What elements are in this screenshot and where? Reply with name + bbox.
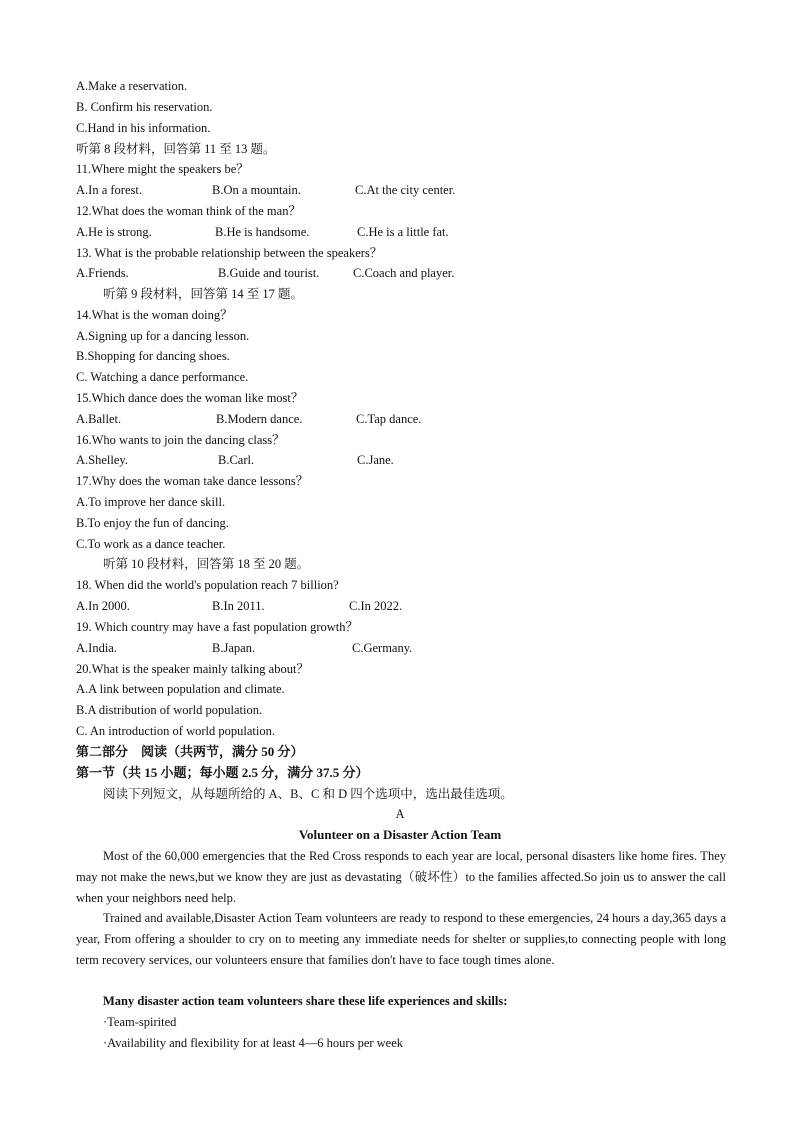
option-c: C.Germany. [352,641,413,655]
skill-item: ·Availability and flexibility for at least 4—6 hours per week [103,1036,404,1050]
option-b: B.On a mountain. [212,183,301,197]
option-a: A.Friends. [76,266,129,280]
option-a: A.Shelley. [76,453,128,467]
section-instruction: 听第 10 段材料，回答第 18 至 20 题。 [103,557,310,571]
section-instruction: 听第 9 段材料，回答第 14 至 17 题。 [103,287,304,301]
option-a: A.He is strong. [76,225,152,239]
option-b: B.Carl. [218,453,255,467]
option-b: B.In 2011. [212,599,265,613]
question-12: 12.What does the woman think of the man？ [76,204,301,218]
question-11: 11.Where might the speakers be？ [76,162,249,176]
option-a: A.India. [76,641,117,655]
option-c: C.To work as a dance teacher. [76,537,226,551]
part-heading: 第二部分 阅读（共两节，满分 50 分） [76,744,304,759]
question-18: 18. When did the world's population reach 7 billion? [76,578,339,592]
section-instruction: 听第 8 段材料，回答第 11 至 13 题。 [76,142,276,156]
option-c: C.Coach and player. [353,266,455,280]
passage-title: Volunteer on a Disaster Action Team [298,827,502,842]
option-a: A.In a forest. [76,183,142,197]
skill-item: ·Team-spirited [103,1015,177,1029]
option-b: B.Japan. [212,641,256,655]
option-b: B.A distribution of world population. [76,703,263,717]
option-b: B.To enjoy the fun of dancing. [76,516,229,530]
reading-instruction: 阅读下列短文，从每题所给的 A、B、C 和 D 四个选项中，选出最佳选项。 [103,787,513,801]
option-a: A.Signing up for a dancing lesson. [76,329,250,343]
option-c: C.He is a little fat. [357,225,449,239]
question-17: 17.Why does the woman take dance lessons？ [76,474,309,488]
question-14: 14.What is the woman doing？ [76,308,233,322]
option-b: B.He is handsome. [215,225,310,239]
option-a: A.In 2000. [76,599,130,613]
option-c: C. An introduction of world population. [76,724,275,738]
option-c: C.Tap dance. [356,412,422,426]
question-20: 20.What is the speaker mainly talking about？ [76,662,309,676]
option-a: A.A link between population and climate. [76,682,285,696]
passage-paragraph-2: Trained and available,Disaster Action Team volunteers are ready to respond to these emergencies, 24 hours a day,365 days a year, From offering a shoulder to cry on to meeting any immediate needs for shelter or supplies,to connecting people with long term recovery services, our volunteers ensure that families don't have to face tough times alone. [76,911,726,967]
passage-paragraph-1: Most of the 60,000 emergencies that the Red Cross responds to each year are local, personal disasters like home fires. They may not make the news,but we know they are just as devastating（破坏性）to the families affected.So join us to answer the call when your neighbors need help. [76,849,726,905]
option-line: B. Confirm his reservation. [76,100,213,114]
option-c: C.Jane. [357,453,394,467]
question-13: 13. What is the probable relationship between the speakers？ [76,246,383,260]
option-c: C.In 2022. [349,599,403,613]
question-15: 15.Which dance does the woman like most？ [76,391,304,405]
question-16: 16.Who wants to join the dancing class？ [76,433,285,447]
option-c: C.At the city center. [355,183,456,197]
option-b: B.Shopping for dancing shoes. [76,349,230,363]
question-19: 19. Which country may have a fast population growth？ [76,620,358,634]
option-c: C. Watching a dance performance. [76,370,249,384]
passage-letter: A [395,807,405,821]
option-a: A.Ballet. [76,412,122,426]
option-line: A.Make a reservation. [76,79,188,93]
option-b: B.Guide and tourist. [218,266,320,280]
option-b: B.Modern dance. [216,412,303,426]
skills-heading: Many disaster action team volunteers share these life experiences and skills: [103,994,508,1008]
option-line: C.Hand in his information. [76,121,211,135]
section-heading: 第一节（共 15 小题；每小题 2.5 分，满分 37.5 分） [76,765,369,780]
option-a: A.To improve her dance skill. [76,495,226,509]
